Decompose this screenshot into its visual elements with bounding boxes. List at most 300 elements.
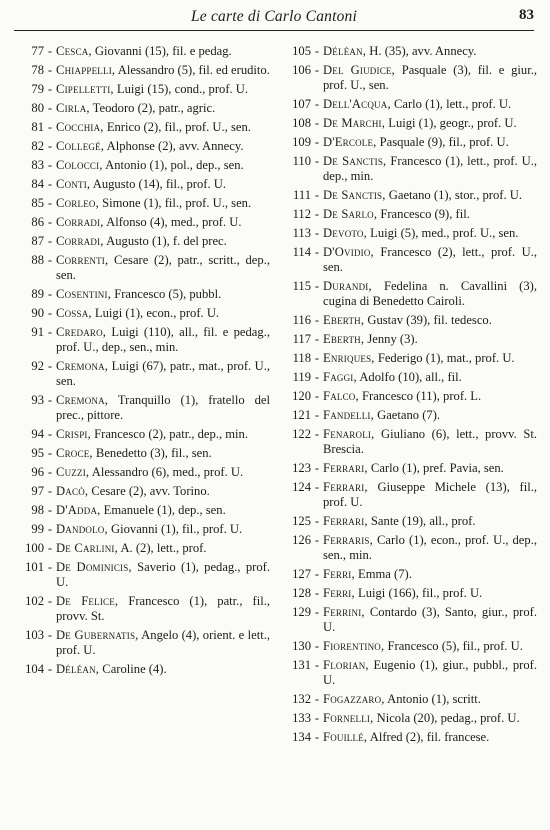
entry-surname: Cuzzi, xyxy=(56,465,90,480)
entry-separator: - xyxy=(314,207,320,222)
entry-text xyxy=(323,480,537,510)
entry-separator: - xyxy=(314,461,320,476)
entry-text xyxy=(56,63,270,78)
entry-separator: - xyxy=(47,628,53,643)
index-entry xyxy=(14,484,270,499)
index-entry xyxy=(281,332,537,347)
index-entry xyxy=(281,370,537,385)
entry-text xyxy=(323,44,537,59)
entry-text xyxy=(323,188,537,203)
entry-details: Jenny (3). xyxy=(367,332,418,347)
entry-separator: - xyxy=(314,658,320,673)
entry-text xyxy=(56,158,270,173)
entry-separator: - xyxy=(47,541,53,556)
entry-separator: - xyxy=(47,560,53,574)
index-entry xyxy=(14,63,270,78)
entry-separator: - xyxy=(47,662,53,677)
entry-surname: Florian, xyxy=(323,658,369,673)
entry-text xyxy=(56,427,270,442)
entry-surname: Enriques, xyxy=(323,351,375,366)
entry-surname: Dell'Acqua, xyxy=(323,97,391,112)
entry-surname: Crispi, xyxy=(56,427,91,442)
entry-surname: D'Ercole, xyxy=(323,135,377,150)
entry-separator: - xyxy=(47,195,53,210)
entry-details: Alessandro (6), med., prof. U. xyxy=(91,465,244,480)
entry-surname: Fiorentino, xyxy=(323,639,385,654)
entry-number: 104 xyxy=(25,662,44,677)
entry-text xyxy=(323,226,537,241)
entry-separator: - xyxy=(47,393,53,408)
entry-separator: - xyxy=(314,154,320,169)
index-entry xyxy=(14,325,270,355)
entry-details: Alessandro (5), fil. ed erudito. xyxy=(117,62,270,77)
entry-details: Gustav (39), fil. tedesco. xyxy=(367,313,492,328)
entry-details: Contardo (3), Santo, giur., prof. U. xyxy=(323,605,537,635)
entry-details: Eugenio (1), giur., pubbl., prof. U. xyxy=(323,658,537,688)
entry-text xyxy=(56,465,270,480)
entry-number: 90 xyxy=(31,305,44,320)
index-entry xyxy=(281,586,537,601)
entry-details: Antonio (1), scritt. xyxy=(387,692,481,707)
entry-separator: - xyxy=(47,503,53,518)
entry-text xyxy=(56,628,270,658)
entry-details: Pasquale (9), fil., prof. U. xyxy=(379,135,509,150)
entry-number: 123 xyxy=(292,461,311,476)
entry-separator: - xyxy=(314,514,320,529)
entry-surname: Fouillé, xyxy=(323,730,368,745)
entry-separator: - xyxy=(47,176,53,191)
entry-surname: Fogazzaro, xyxy=(323,692,385,707)
entry-number: 87 xyxy=(31,233,44,248)
entry-separator: - xyxy=(47,358,53,373)
index-entry xyxy=(281,44,537,59)
entry-text xyxy=(56,325,270,355)
entry-details: Carlo (1), pref. Pavia, sen. xyxy=(370,461,504,476)
entry-separator: - xyxy=(314,135,320,150)
entry-surname: Ferrari, xyxy=(323,514,368,529)
entry-details: Benedetto (3), fil., sen. xyxy=(95,446,212,461)
entry-details: Pasquale (3), fil. e giur., prof. U., sen. xyxy=(323,62,537,93)
entry-number: 92 xyxy=(31,358,44,373)
entry-text xyxy=(323,63,537,93)
entry-surname: Fenaroli, xyxy=(323,427,375,442)
entry-text xyxy=(56,484,270,499)
entry-number: 106 xyxy=(292,62,311,77)
entry-details: Fedelina n. Cavallini (3), cugina di Benedetto Cairoli. xyxy=(323,279,537,309)
entry-text xyxy=(323,154,537,184)
entry-number: 113 xyxy=(292,226,311,241)
entry-separator: - xyxy=(314,639,320,654)
entry-details: Caroline (4). xyxy=(102,662,167,677)
entry-details: Angelo (4), orient. e lett., prof. U. xyxy=(56,628,270,658)
entry-number: 82 xyxy=(31,138,44,153)
entry-separator: - xyxy=(47,138,53,153)
entry-text xyxy=(323,658,537,688)
entry-text xyxy=(56,359,270,389)
entry-number: 83 xyxy=(31,157,44,172)
entry-separator: - xyxy=(314,370,320,385)
entry-details: Simone (1), fil., prof. U., sen. xyxy=(102,195,252,210)
entry-separator: - xyxy=(314,605,320,620)
entry-number: 122 xyxy=(292,427,311,442)
entry-separator: - xyxy=(314,730,320,745)
index-entry xyxy=(281,567,537,582)
index-entry xyxy=(281,116,537,131)
index-entry xyxy=(14,503,270,518)
entry-details: Cesare (2), avv. Torino. xyxy=(91,484,210,499)
entry-number: 99 xyxy=(31,522,44,537)
entry-text xyxy=(323,313,537,328)
entry-separator: - xyxy=(47,100,53,115)
left-column xyxy=(14,44,270,681)
entry-text xyxy=(56,139,270,154)
entry-number: 109 xyxy=(292,135,311,150)
entry-details: Luigi (110), all., fil. e pedag., prof. U., dep., sen., min. xyxy=(56,324,270,354)
entry-details: Francesco (1), lett., prof. U., dep., min. xyxy=(323,154,537,184)
index-entry xyxy=(14,196,270,211)
index-entry xyxy=(14,120,270,135)
entry-number: 119 xyxy=(292,370,311,385)
page-number: 83 xyxy=(519,7,534,23)
entry-separator: - xyxy=(314,245,320,260)
index-entry xyxy=(14,234,270,249)
entry-text xyxy=(56,503,270,518)
entry-details: Luigi (166), fil., prof. U. xyxy=(358,586,483,601)
entry-surname: Ferri, xyxy=(323,586,355,601)
entry-number: 85 xyxy=(31,195,44,210)
entry-surname: De Sanctis, xyxy=(323,154,387,169)
entry-surname: Cipelletti, xyxy=(56,81,114,96)
entry-text xyxy=(56,662,270,677)
entry-details: Francesco (5), pubbl. xyxy=(114,286,222,301)
entry-number: 116 xyxy=(292,313,311,328)
index-entry xyxy=(14,393,270,423)
entry-surname: D'Adda, xyxy=(56,503,101,518)
entry-number: 111 xyxy=(293,188,311,203)
entry-details: Giuliano (6), lett., provv. St. Brescia. xyxy=(323,427,537,457)
index-entry xyxy=(14,541,270,556)
entry-surname: D'Ovidio, xyxy=(323,245,374,260)
entry-number: 131 xyxy=(292,658,311,673)
index-entry xyxy=(14,560,270,590)
entry-surname: Eberth, xyxy=(323,332,365,347)
entry-surname: De Dominicis, xyxy=(56,560,132,574)
entry-surname: Cosentini, xyxy=(56,286,112,301)
entry-details: Augusto (1), f. del prec. xyxy=(106,233,227,248)
entry-text xyxy=(56,44,270,59)
entry-separator: - xyxy=(47,286,53,301)
entry-text xyxy=(56,287,270,302)
entry-number: 107 xyxy=(292,97,311,112)
entry-number: 100 xyxy=(25,541,44,556)
entry-details: Sante (19), all., prof. xyxy=(370,514,476,529)
entry-text xyxy=(56,594,270,624)
entry-number: 93 xyxy=(31,393,44,408)
entry-text xyxy=(323,389,537,404)
running-title: Le carte di Carlo Cantoni xyxy=(190,8,358,25)
index-entry xyxy=(281,389,537,404)
entry-surname: Cocchia, xyxy=(56,119,104,134)
entry-text xyxy=(56,215,270,230)
entry-text xyxy=(56,393,270,423)
entry-surname: Déléan, xyxy=(56,662,100,677)
entry-separator: - xyxy=(314,692,320,707)
entry-surname: Del Giudice, xyxy=(323,62,395,77)
entry-text xyxy=(323,279,537,309)
index-entry xyxy=(14,101,270,116)
entry-number: 121 xyxy=(292,408,311,423)
entry-number: 91 xyxy=(31,324,44,339)
entry-number: 105 xyxy=(292,44,311,58)
entry-text xyxy=(56,446,270,461)
entry-surname: Croce, xyxy=(56,446,93,461)
entry-number: 78 xyxy=(31,62,44,77)
entry-surname: Eberth, xyxy=(323,313,365,328)
entry-separator: - xyxy=(47,157,53,172)
entry-number: 108 xyxy=(292,116,311,131)
index-entry xyxy=(281,408,537,423)
entry-text xyxy=(323,370,537,385)
entry-separator: - xyxy=(314,332,320,347)
entry-text xyxy=(56,560,270,590)
entry-text xyxy=(323,533,537,563)
entry-number: 80 xyxy=(31,100,44,115)
entry-details: Carlo (1), lett., prof. U. xyxy=(393,97,512,112)
entry-separator: - xyxy=(314,351,320,366)
entry-text xyxy=(323,116,537,131)
index-entry xyxy=(14,215,270,230)
entry-details: Giovanni (1), fil., prof. U. xyxy=(111,522,243,537)
entry-text xyxy=(323,332,537,347)
entry-separator: - xyxy=(314,533,320,548)
entry-surname: Ferri, xyxy=(323,567,355,582)
entry-number: 134 xyxy=(292,730,311,745)
entry-text xyxy=(323,245,537,275)
entry-separator: - xyxy=(47,214,53,229)
entry-separator: - xyxy=(47,233,53,248)
entry-text xyxy=(323,730,537,745)
entry-text xyxy=(56,101,270,116)
entry-separator: - xyxy=(314,44,320,58)
entry-separator: - xyxy=(314,480,320,495)
index-entry xyxy=(281,427,537,457)
entry-surname: Faggi, xyxy=(323,370,357,385)
index-entry xyxy=(281,533,537,563)
entry-number: 96 xyxy=(31,465,44,480)
entry-separator: - xyxy=(47,62,53,77)
entry-separator: - xyxy=(47,119,53,134)
entry-number: 77 xyxy=(31,44,44,58)
entry-text xyxy=(323,692,537,707)
index-entry xyxy=(281,188,537,203)
entry-details: Luigi (5), med., prof. U., sen. xyxy=(370,226,519,241)
entry-details: Federigo (1), mat., prof. U. xyxy=(377,351,515,366)
entry-number: 110 xyxy=(292,154,311,169)
index-entry xyxy=(281,245,537,275)
entry-separator: - xyxy=(314,408,320,423)
entry-details: Giuseppe Michele (13), fil., prof. U. xyxy=(323,480,537,510)
entry-separator: - xyxy=(47,427,53,442)
entry-details: Emanuele (1), dep., sen. xyxy=(103,503,226,518)
entry-text xyxy=(323,586,537,601)
entry-text xyxy=(323,427,537,457)
entry-details: Francesco (2), patr., dep., min. xyxy=(94,427,249,442)
entry-number: 88 xyxy=(31,252,44,267)
entry-number: 126 xyxy=(292,533,311,548)
entry-separator: - xyxy=(47,252,53,267)
entry-text xyxy=(56,306,270,321)
entry-details: Luigi (1), geogr., prof. U. xyxy=(388,116,517,131)
entry-details: Gaetano (1), stor., prof. U. xyxy=(388,188,523,203)
entry-number: 127 xyxy=(292,567,311,582)
entry-text xyxy=(323,207,537,222)
entry-surname: Chiappelli, xyxy=(56,62,116,77)
entry-surname: De Sanctis, xyxy=(323,188,386,203)
entry-details: Luigi (67), patr., mat., prof. U., sen. xyxy=(56,358,270,389)
entry-surname: Colocci, xyxy=(56,157,103,172)
index-entry xyxy=(281,658,537,688)
index-entry xyxy=(281,207,537,222)
entry-separator: - xyxy=(47,522,53,537)
entry-surname: De Marchi, xyxy=(323,116,386,131)
entry-details: Alphonse (2), avv. Annecy. xyxy=(106,138,244,153)
entry-number: 112 xyxy=(292,207,311,222)
entry-surname: Falco, xyxy=(323,389,359,404)
entry-details: Teodoro (2), patr., agric. xyxy=(92,100,216,115)
entry-details: Luigi (1), econ., prof. U. xyxy=(94,305,220,320)
entry-text xyxy=(56,196,270,211)
entry-details: Alfonso (4), med., prof. U. xyxy=(106,214,242,229)
entry-number: 124 xyxy=(292,480,311,495)
entry-details: Augusto (14), fil., prof. U. xyxy=(92,176,226,191)
index-entry xyxy=(14,662,270,677)
entry-surname: Correnti, xyxy=(56,252,109,267)
index-entry xyxy=(281,692,537,707)
entry-number: 81 xyxy=(31,119,44,134)
entry-number: 129 xyxy=(292,605,311,620)
entry-text xyxy=(323,711,537,726)
entry-text xyxy=(323,514,537,529)
entry-surname: Cossa, xyxy=(56,305,92,320)
entry-number: 103 xyxy=(25,628,44,643)
entry-separator: - xyxy=(314,586,320,601)
index-entry xyxy=(14,253,270,283)
entry-surname: Ferrari, xyxy=(323,480,368,495)
entry-separator: - xyxy=(314,62,320,77)
entry-number: 130 xyxy=(292,639,311,654)
entry-number: 101 xyxy=(25,560,44,574)
entry-details: Alfred (2), fil. francese. xyxy=(369,730,490,745)
entry-surname: Cremona, xyxy=(56,393,109,408)
entry-surname: De Gubernatis, xyxy=(56,628,139,643)
entry-text xyxy=(323,351,537,366)
entry-separator: - xyxy=(314,389,320,404)
entry-number: 98 xyxy=(31,503,44,518)
index-entry xyxy=(14,628,270,658)
entry-text xyxy=(56,177,270,192)
entry-number: 86 xyxy=(31,214,44,229)
entry-text xyxy=(56,120,270,135)
entry-separator: - xyxy=(314,427,320,442)
entry-surname: Credaro, xyxy=(56,324,107,339)
entry-number: 117 xyxy=(292,332,311,347)
entry-surname: Cirla, xyxy=(56,100,90,115)
entry-details: Giovanni (15), fil. e pedag. xyxy=(94,44,232,58)
entry-details: Antonio (1), pol., dep., sen. xyxy=(105,157,244,172)
index-entry xyxy=(281,514,537,529)
entry-number: 128 xyxy=(292,586,311,601)
entry-separator: - xyxy=(314,97,320,112)
entry-separator: - xyxy=(47,81,53,96)
entry-number: 79 xyxy=(31,81,44,96)
entry-details: H. (35), avv. Annecy. xyxy=(369,44,477,58)
entry-surname: De Sarlo, xyxy=(323,207,378,222)
entry-details: Emma (7). xyxy=(358,567,412,582)
entry-separator: - xyxy=(47,324,53,339)
entry-separator: - xyxy=(47,44,53,58)
entry-text xyxy=(323,97,537,112)
entry-surname: Cremona, xyxy=(56,358,109,373)
entry-text xyxy=(323,639,537,654)
entry-details: Cesare (2), patr., scritt., dep., sen. xyxy=(56,252,270,282)
entry-surname: Dacò, xyxy=(56,484,89,499)
entry-number: 102 xyxy=(25,594,44,609)
entry-details: Nicola (20), pedag., prof. U. xyxy=(376,711,520,726)
entry-text xyxy=(56,253,270,283)
index-entry xyxy=(14,446,270,461)
page-header xyxy=(14,4,534,31)
index-entry xyxy=(281,351,537,366)
index-entry xyxy=(281,480,537,510)
index-entry xyxy=(281,135,537,150)
entry-text xyxy=(323,461,537,476)
entry-number: 125 xyxy=(292,514,311,529)
entry-separator: - xyxy=(47,305,53,320)
entry-surname: Fandelli, xyxy=(323,408,374,423)
entry-separator: - xyxy=(314,226,320,241)
entry-number: 94 xyxy=(31,427,44,442)
entry-surname: De Carlini, xyxy=(56,541,118,556)
entry-separator: - xyxy=(47,465,53,480)
entry-separator: - xyxy=(47,484,53,499)
index-entry xyxy=(14,522,270,537)
index-entry xyxy=(14,158,270,173)
entry-surname: Collegé, xyxy=(56,138,105,153)
entry-details: Francesco (11), prof. L. xyxy=(362,389,482,404)
entry-number: 95 xyxy=(31,446,44,461)
entry-details: Enrico (2), fil., prof. U., sen. xyxy=(106,119,251,134)
entry-separator: - xyxy=(314,188,320,203)
entry-details: Gaetano (7). xyxy=(377,408,441,423)
index-entry xyxy=(14,306,270,321)
entry-text xyxy=(323,408,537,423)
entry-details: Tranquillo (1), fratello del prec., pittore. xyxy=(56,393,270,423)
entry-surname: Corradi, xyxy=(56,233,104,248)
index-entry xyxy=(281,711,537,726)
entry-separator: - xyxy=(314,279,320,294)
entry-details: Adolfo (10), all., fil. xyxy=(359,370,462,385)
entry-text xyxy=(323,135,537,150)
entry-surname: Durandi, xyxy=(323,279,372,294)
entry-surname: Devoto, xyxy=(323,226,367,241)
entry-surname: Dandolo, xyxy=(56,522,108,537)
index-entry xyxy=(14,82,270,97)
index-entry xyxy=(281,97,537,112)
index-entry xyxy=(14,287,270,302)
entry-number: 89 xyxy=(31,286,44,301)
entry-separator: - xyxy=(314,116,320,131)
index-entry xyxy=(281,279,537,309)
